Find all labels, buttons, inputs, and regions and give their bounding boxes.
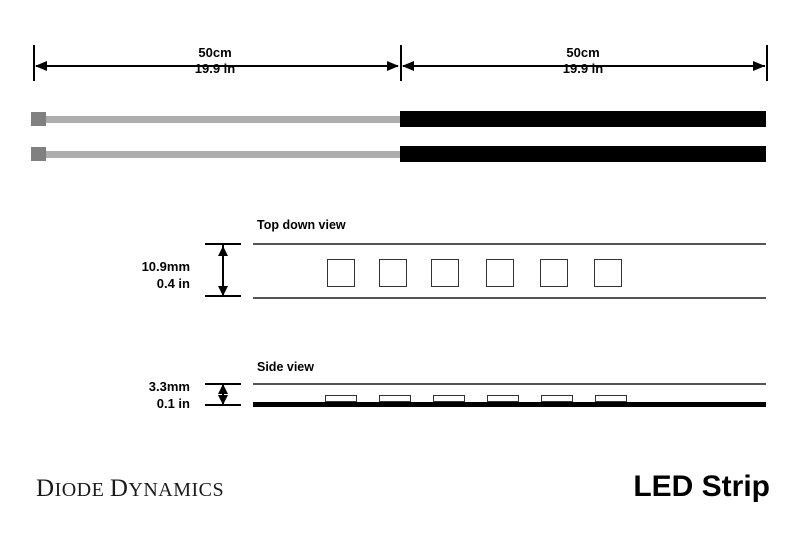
width-dimension-arrow-up <box>218 246 228 256</box>
side-view-title: Side view <box>257 360 314 374</box>
led-chip-side <box>433 395 465 402</box>
led-strip-upper <box>400 111 766 127</box>
led-chip-side <box>325 395 357 402</box>
strip-height-label <box>75 378 190 412</box>
led-chip <box>540 259 568 287</box>
led-chip <box>594 259 622 287</box>
led-chip <box>327 259 355 287</box>
brand-word-one-initial: D <box>36 475 55 502</box>
product-title: LED Strip <box>633 470 770 503</box>
top-view-edge-top <box>253 243 766 245</box>
height-dimension-arrow-up <box>218 384 228 394</box>
brand-word-two-initial: D <box>109 475 129 502</box>
strip-length-imperial: 19.9 in <box>562 61 604 76</box>
width-dimension-arrow-down <box>218 286 228 296</box>
wire-lower <box>46 151 400 158</box>
led-chip-side <box>541 395 573 402</box>
connector-upper <box>31 112 46 126</box>
connector-lower <box>31 147 46 161</box>
lead-length-imperial: 19.9 in <box>194 61 236 76</box>
top-view-edge-bottom <box>253 297 766 299</box>
strip-width-label <box>75 258 190 292</box>
led-chip <box>486 259 514 287</box>
brand-word-two-rest: YNAMICS <box>128 479 225 501</box>
brand-logo <box>36 475 224 503</box>
lead-length-metric: 50cm <box>198 45 232 60</box>
led-chip <box>379 259 407 287</box>
wire-upper <box>46 116 400 123</box>
strip-width-imperial: 0.4 in <box>156 276 190 291</box>
height-dimension-arrow-down <box>218 395 228 405</box>
led-chip-side <box>487 395 519 402</box>
dimension-arrow-lead-right <box>387 61 399 71</box>
strip-length-label <box>518 45 648 77</box>
dimension-arrow-strip-left <box>402 61 414 71</box>
strip-length-metric: 50cm <box>566 45 600 60</box>
led-chip <box>431 259 459 287</box>
strip-width-metric: 10.9mm <box>141 259 190 274</box>
side-view-edge-top <box>253 383 766 385</box>
led-strip-lower <box>400 146 766 162</box>
brand-word-one-rest: IODE <box>54 479 110 501</box>
side-view-base <box>253 402 766 407</box>
dimension-tick-right <box>766 45 768 81</box>
led-chip-side <box>595 395 627 402</box>
lead-length-label <box>150 45 280 77</box>
top-down-view-title: Top down view <box>257 218 346 232</box>
dimension-arrow-lead-left <box>35 61 47 71</box>
strip-height-imperial: 0.1 in <box>156 396 190 411</box>
dimension-arrow-strip-right <box>753 61 765 71</box>
led-chip-side <box>379 395 411 402</box>
strip-height-metric: 3.3mm <box>148 379 190 394</box>
